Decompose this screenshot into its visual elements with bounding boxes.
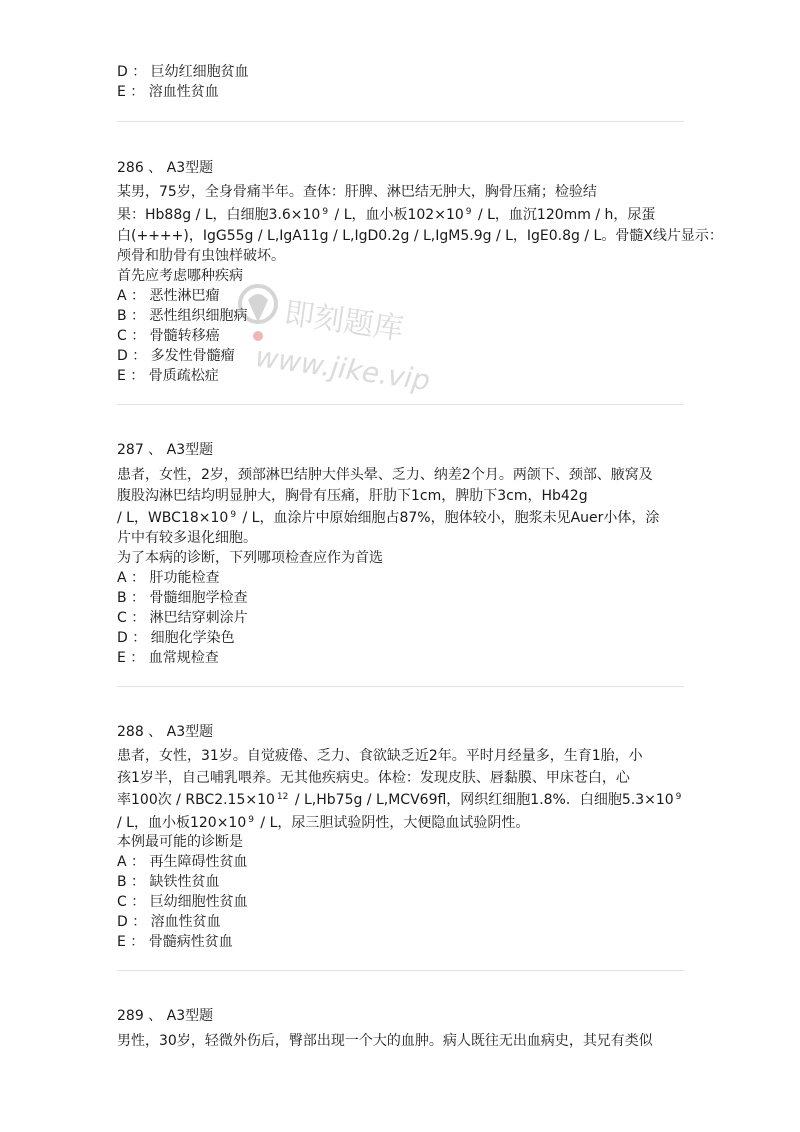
question-prompt: 为了本病的诊断，下列哪项检查应作为首选 — [117, 550, 383, 566]
question-text: 率100次 / RBC2.15×10 $^{12}$ / L,Hb75g / L,MCV69fl，网织红细胞1.8%．白细胞5.3×10 $^9$ — [117, 792, 682, 808]
divider — [117, 686, 684, 687]
watermark — [238, 280, 433, 420]
divider — [117, 970, 684, 971]
divider — [117, 404, 684, 405]
question-prompt: 本例最可能的诊断是 — [117, 834, 243, 850]
question-text: 白(++++)，IgG55g / L,IgA11g / L,IgD0.2g / L,IgM5.9g / L，IgE0.8g / L。骨髓X线片显示： — [117, 228, 723, 244]
question-text: 果：Hb88g / L，白细胞3.6×10 $^9$ / L，血小板102×10 $^9$ / L，血沉120mm / h，尿蛋 — [117, 207, 656, 223]
option-c: C ： 骨髓转移癌 — [117, 328, 220, 344]
option-c: C ： 巨幼细胞性贫血 — [117, 894, 248, 910]
watermark-url: www.jike.vip — [253, 340, 433, 398]
option-d: D ： 多发性骨髓瘤 — [117, 348, 235, 364]
option-e: E ： 骨髓病性贫血 — [117, 934, 233, 950]
option-b: B ： 缺铁性贫血 — [117, 874, 220, 890]
watermark-name: 即刻题库 — [282, 295, 406, 348]
question-text: 腹股沟淋巴结均明显肿大，胸骨有压痛，肝肋下1cm，脾肋下3cm，Hb42g — [117, 488, 588, 504]
option-d: D ： 巨幼红细胞贫血 — [117, 64, 249, 80]
question-header: 289 、 A3型题 — [117, 1008, 214, 1024]
option-b: B ： 恶性组织细胞病 — [117, 308, 248, 324]
option-a: A ： 肝功能检查 — [117, 570, 220, 586]
question-text: 患者，女性，31岁。自觉疲倦、乏力、食欲缺乏近2年。平时月经量多，生育1胎，小 — [117, 748, 643, 764]
option-b: B ： 骨髓细胞学检查 — [117, 590, 248, 606]
question-text: 男性，30岁，轻微外伤后，臀部出现一个大的血肿。病人既往无出血病史，其兄有类似 — [117, 1033, 653, 1049]
question-text: / L，血小板120×10 $^9$ / L，尿三胆试验阴性，大便隐血试验阴性。 — [117, 815, 530, 831]
question-prompt: 首先应考虑哪种疾病 — [117, 268, 243, 284]
divider — [117, 121, 684, 122]
option-e: E ： 溶血性贫血 — [117, 84, 219, 100]
question-header: 288 、 A3型题 — [117, 724, 214, 740]
option-d: D ： 溶血性贫血 — [117, 914, 221, 930]
option-e: E ： 骨质疏松症 — [117, 368, 219, 384]
question-text: / L，WBC18×10 $^9$ / L，血涂片中原始细胞占87%，胞体较小，胞浆未见Auer小体，涂 — [117, 510, 660, 526]
option-d: D ： 细胞化学染色 — [117, 630, 235, 646]
question-text: 患者，女性，2岁，颈部淋巴结肿大伴头晕、乏力、纳差2个月。两颌下、颈部、腋窝及 — [117, 467, 653, 483]
option-e: E ： 血常规检查 — [117, 650, 219, 666]
question-header: 286 、 A3型题 — [117, 160, 214, 176]
question-header: 287 、 A3型题 — [117, 442, 214, 458]
option-a: A ： 恶性淋巴瘤 — [117, 288, 220, 304]
option-c: C ： 淋巴结穿刺涂片 — [117, 610, 248, 626]
question-text: 片中有较多退化细胞。 — [117, 530, 257, 546]
question-text: 颅骨和肋骨有虫蚀样破坏。 — [117, 248, 285, 264]
question-text: 孩1岁半，自己哺乳喂养。无其他疾病史。体检：发现皮肤、唇黏膜、甲床苍白，心 — [117, 770, 630, 786]
option-a: A ： 再生障碍性贫血 — [117, 854, 248, 870]
question-text: 某男，75岁，全身骨痛半年。查体：肝脾、淋巴结无肿大，胸骨压痛；检验结 — [117, 184, 597, 200]
